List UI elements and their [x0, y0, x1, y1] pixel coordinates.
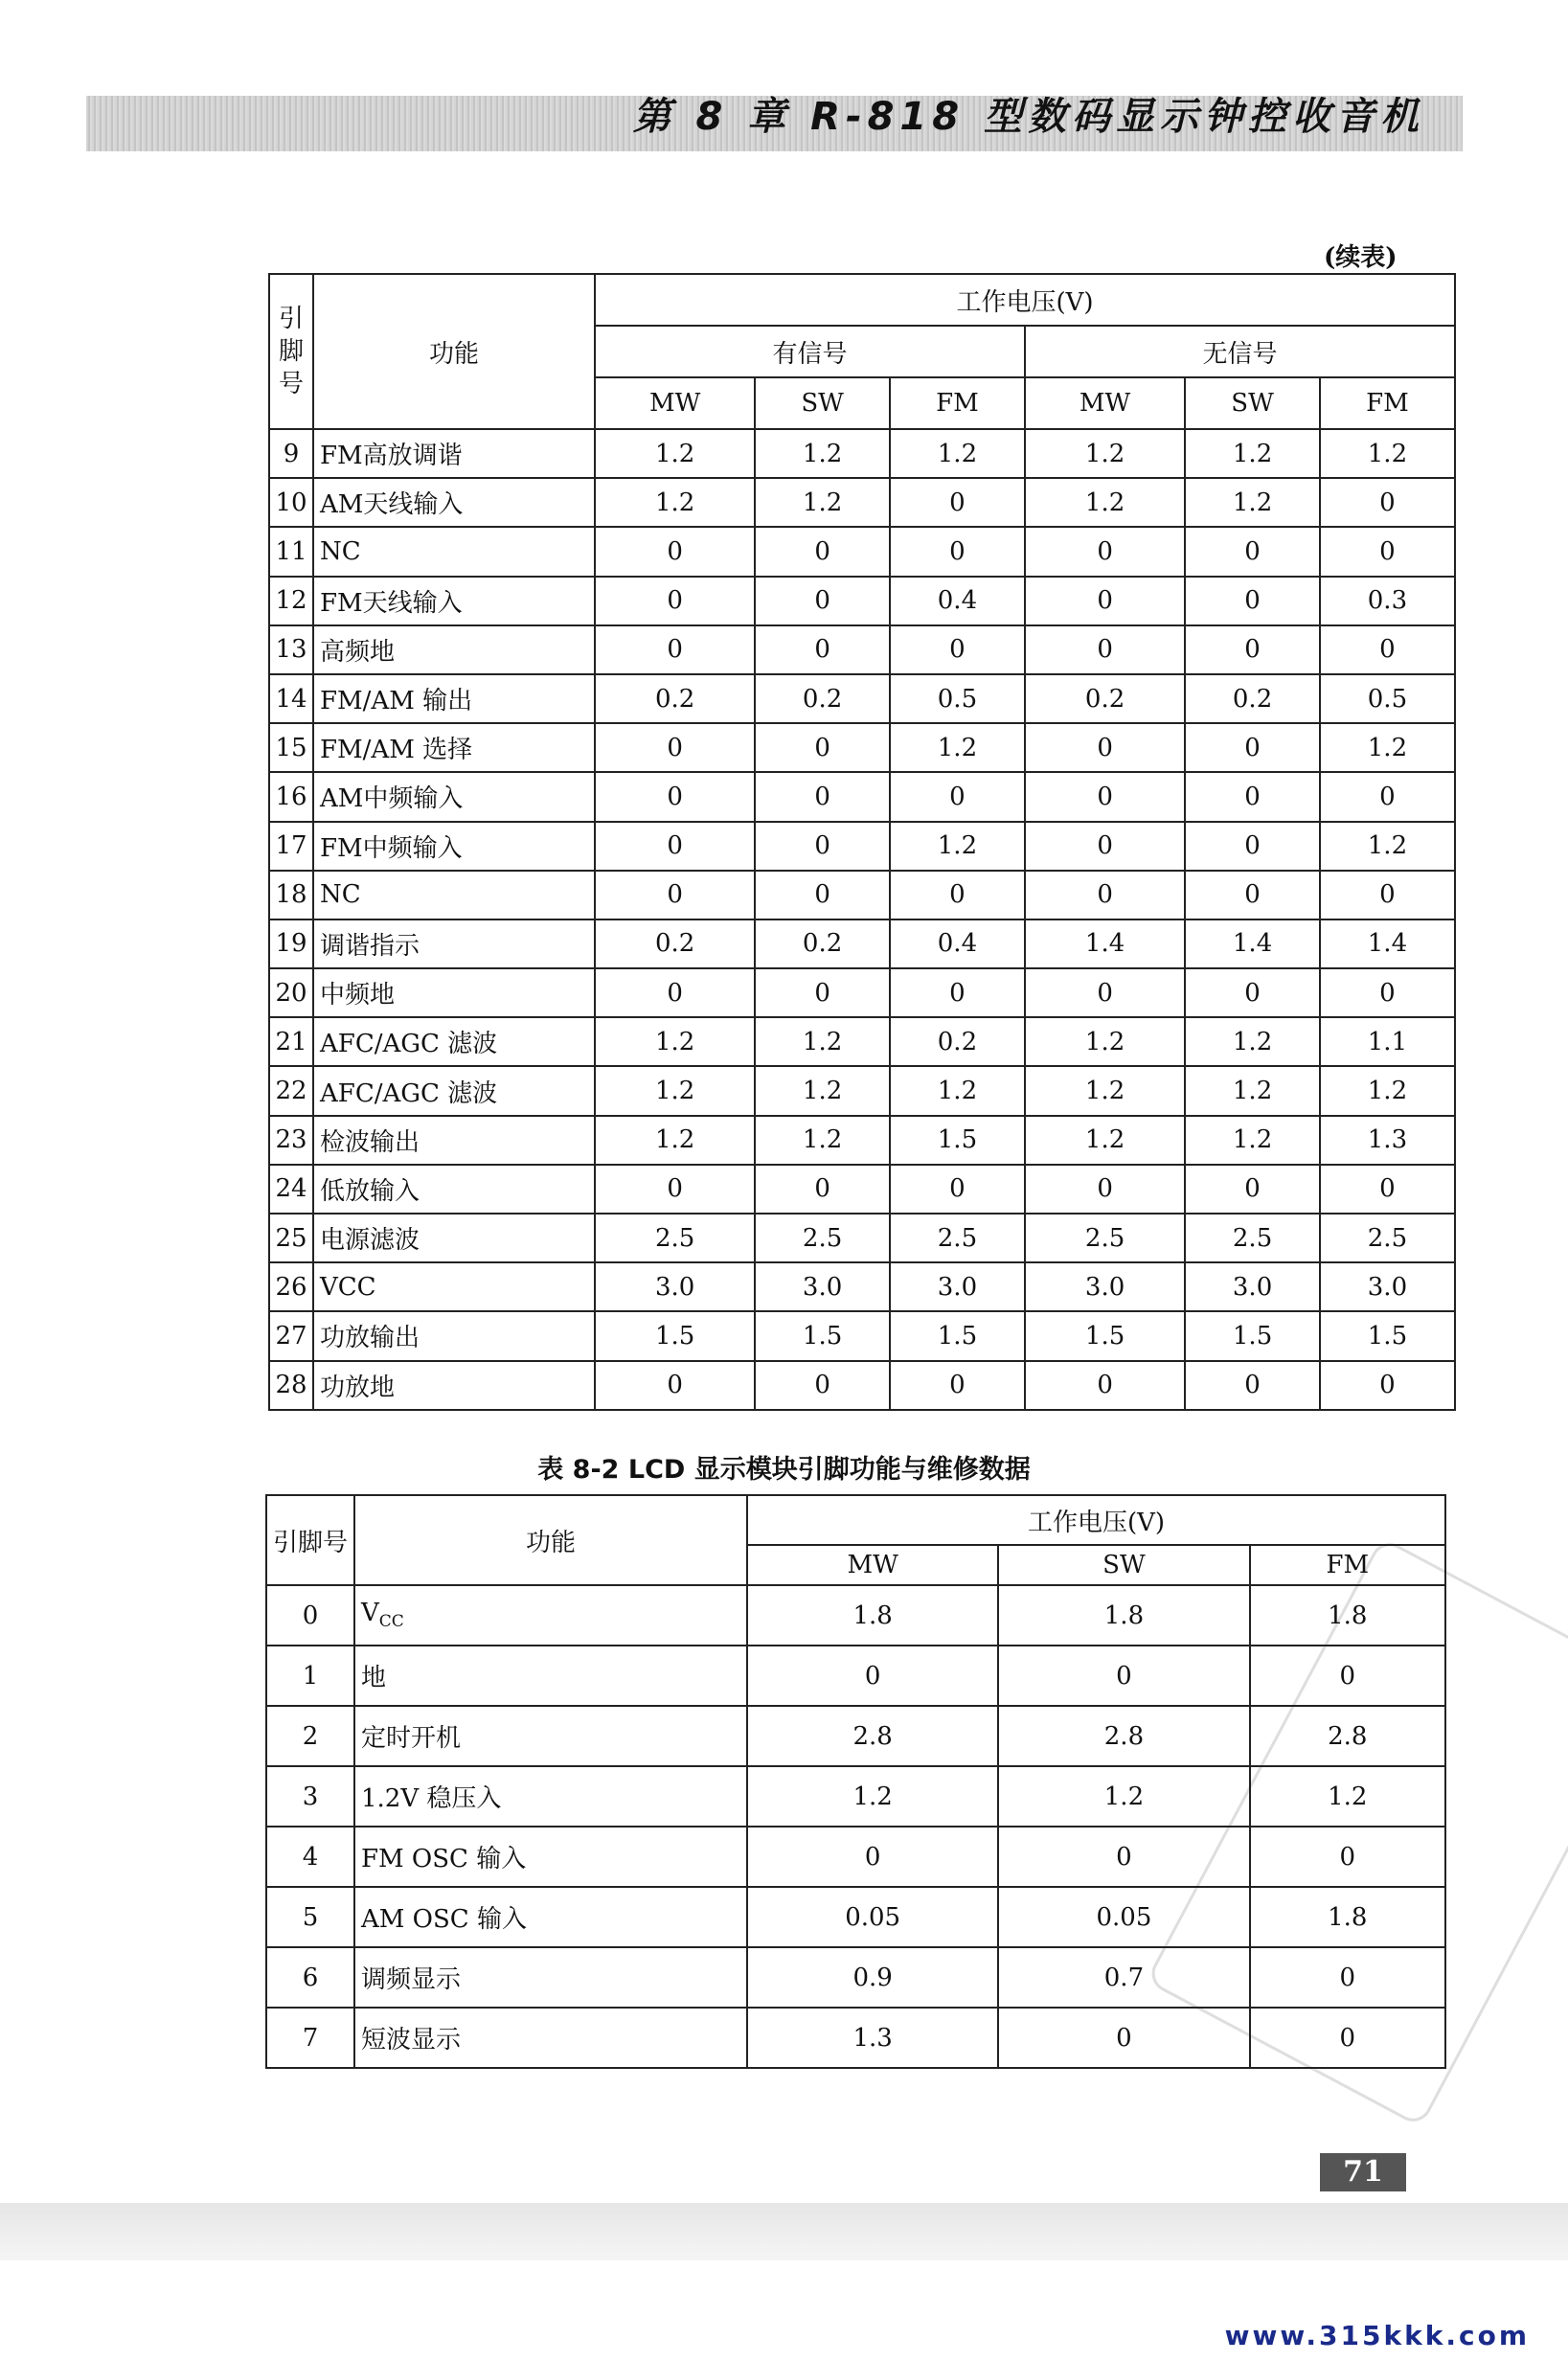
pin-cell: 6: [266, 1947, 354, 2008]
voltage-cell: 1.4: [1185, 919, 1320, 968]
voltage-cell: 3.0: [890, 1262, 1025, 1311]
voltage-cell: 0: [755, 772, 890, 821]
voltage-cell: 0: [890, 1361, 1025, 1410]
voltage-cell: 0: [890, 625, 1025, 674]
voltage-cell: 1.2: [1025, 429, 1185, 478]
function-cell: FM中频输入: [313, 822, 595, 871]
function-cell: 中频地: [313, 968, 595, 1017]
band-header: FM: [890, 377, 1025, 429]
function-cell: 高频地: [313, 625, 595, 674]
voltage-cell: 1.2: [890, 1066, 1025, 1115]
function-text: FM OSC 输入: [361, 1845, 527, 1873]
table-row: [269, 772, 1455, 821]
voltage-cell: 0: [747, 1827, 998, 1887]
voltage-header: 工作电压(V): [595, 274, 1455, 326]
function-cell: AM天线输入: [313, 478, 595, 527]
voltage-cell: 1.2: [1185, 429, 1320, 478]
pin-cell: 4: [266, 1827, 354, 1887]
continued-label: (续表): [1324, 243, 1398, 272]
voltage-cell: 0: [755, 527, 890, 576]
voltage-cell: 0: [998, 2008, 1249, 2068]
voltage-cell: 0.2: [1185, 674, 1320, 723]
voltage-cell: 0: [890, 968, 1025, 1017]
voltage-cell: 0: [890, 1165, 1025, 1214]
footer-band: [0, 2203, 1568, 2260]
voltage-cell: 0: [1025, 527, 1185, 576]
voltage-cell: 0: [1185, 772, 1320, 821]
voltage-cell: 1.2: [1025, 478, 1185, 527]
pin-cell: 22: [269, 1066, 313, 1115]
pin-cell: 15: [269, 723, 313, 772]
table-row: [269, 527, 1455, 576]
voltage-cell: 0: [1185, 822, 1320, 871]
voltage-cell: 0.7: [998, 1947, 1249, 2008]
voltage-cell: 2.8: [1250, 1706, 1445, 1766]
site-watermark: www.315kkk.com: [1224, 2320, 1530, 2351]
function-cell: 检波输出: [313, 1116, 595, 1165]
voltage-cell: 0: [595, 625, 755, 674]
voltage-cell: 0: [595, 1361, 755, 1410]
voltage-cell: 1.2: [755, 1066, 890, 1115]
function-cell: FM天线输入: [313, 577, 595, 625]
voltage-cell: 2.8: [998, 1706, 1249, 1766]
table-row: [266, 1706, 1445, 1766]
table-row: [269, 478, 1455, 527]
table-row: [269, 968, 1455, 1017]
voltage-cell: 0: [1025, 577, 1185, 625]
function-cell: AFC/AGC 滤波: [313, 1017, 595, 1066]
voltage-cell: 1.2: [1185, 478, 1320, 527]
pin-cell: 26: [269, 1262, 313, 1311]
voltage-cell: 1.2: [1185, 1017, 1320, 1066]
function-cell: 低放输入: [313, 1165, 595, 1214]
voltage-cell: 1.2: [1025, 1066, 1185, 1115]
table-row: [269, 1066, 1455, 1115]
voltage-cell: 1.8: [998, 1585, 1249, 1646]
voltage-cell: 0.5: [890, 674, 1025, 723]
voltage-cell: 1.2: [595, 1116, 755, 1165]
voltage-cell: 3.0: [1025, 1262, 1185, 1311]
table-row: [269, 1214, 1455, 1262]
voltage-cell: 2.8: [747, 1706, 998, 1766]
voltage-cell: 0: [1320, 527, 1455, 576]
voltage-cell: 0: [890, 772, 1025, 821]
voltage-cell: 0.2: [595, 674, 755, 723]
pin-cell: 21: [269, 1017, 313, 1066]
voltage-cell: 0: [1185, 723, 1320, 772]
voltage-cell: 0: [1320, 625, 1455, 674]
pin-cell: 12: [269, 577, 313, 625]
voltage-cell: 0: [595, 527, 755, 576]
function-text: 定时开机: [361, 1724, 462, 1753]
voltage-cell: 2.5: [755, 1214, 890, 1262]
voltage-cell: 0: [747, 1646, 998, 1706]
voltage-cell: 1.2: [1320, 723, 1455, 772]
function-text: 地: [361, 1664, 387, 1692]
function-text: 短波显示: [361, 2026, 462, 2055]
table-row: [269, 871, 1455, 919]
pin-cell: 11: [269, 527, 313, 576]
band-header: FM: [1320, 377, 1455, 429]
chapter-title: 第 8 章 R-818 型数码显示钟控收音机: [632, 95, 1424, 139]
table-row: [269, 1262, 1455, 1311]
voltage-cell: 0.4: [890, 577, 1025, 625]
pin-cell: 1: [266, 1646, 354, 1706]
voltage-cell: 0: [1025, 723, 1185, 772]
function-cell: [354, 1766, 747, 1827]
pin-cell: 16: [269, 772, 313, 821]
voltage-cell: 1.2: [595, 429, 755, 478]
voltage-cell: 1.3: [1320, 1116, 1455, 1165]
band-header: MW: [747, 1545, 998, 1585]
voltage-cell: 0.05: [747, 1887, 998, 1947]
pin-header: [269, 274, 313, 429]
voltage-cell: 2.5: [1320, 1214, 1455, 1262]
voltage-cell: 0.4: [890, 919, 1025, 968]
voltage-cell: 1.5: [890, 1311, 1025, 1360]
voltage-cell: 0.2: [890, 1017, 1025, 1066]
voltage-cell: 0: [755, 577, 890, 625]
table-row: [266, 1947, 1445, 2008]
voltage-cell: 1.2: [1185, 1116, 1320, 1165]
pin-cell: 19: [269, 919, 313, 968]
pin-cell: 27: [269, 1311, 313, 1360]
voltage-cell: 1.2: [890, 429, 1025, 478]
pin-cell: 20: [269, 968, 313, 1017]
voltage-cell: 1.2: [1025, 1017, 1185, 1066]
voltage-cell: 0: [890, 527, 1025, 576]
function-cell: [354, 2008, 747, 2068]
voltage-cell: 3.0: [1320, 1262, 1455, 1311]
pin-cell: 28: [269, 1361, 313, 1410]
voltage-cell: 0: [1025, 822, 1185, 871]
band-header: FM: [1250, 1545, 1445, 1585]
voltage-cell: 1.5: [1320, 1311, 1455, 1360]
voltage-cell: 0: [1025, 772, 1185, 821]
voltage-cell: 0: [595, 577, 755, 625]
band-header: MW: [595, 377, 755, 429]
voltage-cell: 0: [1185, 625, 1320, 674]
voltage-cell: 0: [755, 625, 890, 674]
voltage-cell: 1.2: [755, 478, 890, 527]
pin-cell: 18: [269, 871, 313, 919]
voltage-cell: 1.2: [755, 1017, 890, 1066]
pin-cell: 2: [266, 1706, 354, 1766]
voltage-cell: 0: [1025, 1165, 1185, 1214]
voltage-cell: 0: [1250, 1827, 1445, 1887]
function-cell: NC: [313, 527, 595, 576]
voltage-cell: 0: [1320, 1165, 1455, 1214]
pin-cell: 23: [269, 1116, 313, 1165]
voltage-cell: 0.3: [1320, 577, 1455, 625]
voltage-cell: 2.5: [1025, 1214, 1185, 1262]
function-text: AM OSC 输入: [361, 1905, 527, 1934]
pin-cell: 13: [269, 625, 313, 674]
pin-cell: 24: [269, 1165, 313, 1214]
voltage-cell: 1.2: [595, 1017, 755, 1066]
voltage-cell: 0: [755, 1361, 890, 1410]
voltage-cell: 0: [755, 968, 890, 1017]
table-row: [269, 919, 1455, 968]
voltage-cell: 0: [1025, 625, 1185, 674]
function-cell: 电源滤波: [313, 1214, 595, 1262]
function-cell: NC: [313, 871, 595, 919]
table-row: [269, 723, 1455, 772]
voltage-cell: 0: [755, 723, 890, 772]
function-cell: [354, 1947, 747, 2008]
voltage-cell: 1.3: [747, 2008, 998, 2068]
table-row: [266, 1646, 1445, 1706]
voltage-cell: 0: [1250, 1646, 1445, 1706]
voltage-cell: 1.2: [747, 1766, 998, 1827]
voltage-cell: 0: [1185, 1361, 1320, 1410]
table2-caption: 表 8-2 LCD 显示模块引脚功能与维修数据: [537, 1455, 1031, 1485]
voltage-cell: 1.5: [595, 1311, 755, 1360]
pin-header-label: 引 脚 号: [278, 305, 304, 398]
function-cell: [354, 1585, 747, 1646]
voltage-cell: 1.2: [595, 478, 755, 527]
table-row: [269, 1017, 1455, 1066]
voltage-cell: 0: [1320, 772, 1455, 821]
function-text: V: [361, 1599, 379, 1628]
voltage-cell: 0: [595, 968, 755, 1017]
voltage-cell: 0: [1250, 1947, 1445, 2008]
function-cell: 功放地: [313, 1361, 595, 1410]
function-cell: 功放输出: [313, 1311, 595, 1360]
pin-cell: 7: [266, 2008, 354, 2068]
function-cell: AFC/AGC 滤波: [313, 1066, 595, 1115]
voltage-cell: 0: [1185, 871, 1320, 919]
voltage-cell: 1.2: [755, 1116, 890, 1165]
table-row: [269, 822, 1455, 871]
voltage-cell: 0: [595, 871, 755, 919]
table-row: [269, 625, 1455, 674]
function-subscript: CC: [378, 1612, 404, 1632]
voltage-cell: 2.5: [890, 1214, 1025, 1262]
table-row: [269, 1165, 1455, 1214]
pin-cell: 17: [269, 822, 313, 871]
voltage-cell: 0: [595, 723, 755, 772]
voltage-cell: 0.2: [1025, 674, 1185, 723]
function-text: 1.2V 稳压入: [361, 1784, 502, 1813]
voltage-cell: 3.0: [595, 1262, 755, 1311]
table-row: [269, 674, 1455, 723]
voltage-cell: 3.0: [1185, 1262, 1320, 1311]
voltage-cell: 0.9: [747, 1947, 998, 2008]
voltage-cell: 1.5: [755, 1311, 890, 1360]
voltage-header: 工作电压(V): [747, 1495, 1445, 1545]
with-signal-header: 有信号: [595, 326, 1025, 377]
voltage-cell: 0: [1250, 2008, 1445, 2068]
voltage-cell: 1.2: [1320, 822, 1455, 871]
table-row: [266, 1887, 1445, 1947]
voltage-cell: 1.5: [1185, 1311, 1320, 1360]
voltage-cell: 0: [1185, 527, 1320, 576]
voltage-cell: 0: [1185, 1165, 1320, 1214]
function-cell: [354, 1827, 747, 1887]
voltage-cell: 0: [755, 871, 890, 919]
table-row: [269, 1116, 1455, 1165]
voltage-cell: 0: [1025, 871, 1185, 919]
function-cell: [354, 1706, 747, 1766]
function-cell: FM高放调谐: [313, 429, 595, 478]
voltage-cell: 0: [595, 822, 755, 871]
voltage-cell: 0: [1320, 968, 1455, 1017]
function-cell: AM中频输入: [313, 772, 595, 821]
function-cell: VCC: [313, 1262, 595, 1311]
pin-cell: 5: [266, 1887, 354, 1947]
table-row: [269, 429, 1455, 478]
voltage-cell: 1.2: [1250, 1766, 1445, 1827]
pin-voltage-table-continued: [268, 273, 1456, 1411]
voltage-cell: 0: [595, 1165, 755, 1214]
voltage-cell: 3.0: [755, 1262, 890, 1311]
voltage-cell: 1.8: [747, 1585, 998, 1646]
voltage-cell: 1.4: [1320, 919, 1455, 968]
pin-cell: 25: [269, 1214, 313, 1262]
voltage-cell: 0: [1025, 968, 1185, 1017]
voltage-cell: 1.8: [1250, 1585, 1445, 1646]
voltage-cell: 2.5: [1185, 1214, 1320, 1262]
voltage-cell: 0: [998, 1827, 1249, 1887]
function-cell: FM/AM 选择: [313, 723, 595, 772]
voltage-cell: 0: [1320, 1361, 1455, 1410]
band-header: SW: [755, 377, 890, 429]
voltage-cell: 0.5: [1320, 674, 1455, 723]
voltage-cell: 0: [1320, 478, 1455, 527]
voltage-cell: 1.8: [1250, 1887, 1445, 1947]
function-cell: [354, 1646, 747, 1706]
voltage-cell: 1.2: [890, 723, 1025, 772]
pin-header: 引脚号: [266, 1495, 354, 1585]
voltage-cell: 0: [1025, 1361, 1185, 1410]
voltage-cell: 0: [755, 822, 890, 871]
voltage-cell: 1.2: [755, 429, 890, 478]
band-header: SW: [1185, 377, 1320, 429]
table-row: [269, 1361, 1455, 1410]
function-text: 调频显示: [361, 1965, 462, 1994]
voltage-cell: 0.2: [755, 919, 890, 968]
voltage-cell: 1.2: [1320, 429, 1455, 478]
voltage-cell: 0: [1185, 968, 1320, 1017]
function-header: 功能: [313, 274, 595, 429]
function-cell: [354, 1887, 747, 1947]
page-number: 71: [1320, 2153, 1406, 2191]
voltage-cell: 1.2: [998, 1766, 1249, 1827]
band-header: MW: [1025, 377, 1185, 429]
voltage-cell: 0.2: [595, 919, 755, 968]
no-signal-header: 无信号: [1025, 326, 1455, 377]
voltage-cell: 0: [755, 1165, 890, 1214]
table-row: [269, 1311, 1455, 1360]
voltage-cell: 2.5: [595, 1214, 755, 1262]
voltage-cell: 0.2: [755, 674, 890, 723]
voltage-cell: 0: [595, 772, 755, 821]
lcd-pin-table: [265, 1494, 1446, 2069]
band-header: SW: [998, 1545, 1249, 1585]
table-row: [269, 577, 1455, 625]
voltage-cell: 1.5: [1025, 1311, 1185, 1360]
voltage-cell: 1.2: [1185, 1066, 1320, 1115]
voltage-cell: 1.4: [1025, 919, 1185, 968]
voltage-cell: 0: [890, 478, 1025, 527]
voltage-cell: 1.2: [1025, 1116, 1185, 1165]
pin-cell: 9: [269, 429, 313, 478]
table-row: [266, 1827, 1445, 1887]
voltage-cell: 0: [1185, 577, 1320, 625]
pin-cell: 14: [269, 674, 313, 723]
pin-cell: 10: [269, 478, 313, 527]
voltage-cell: 0: [890, 871, 1025, 919]
function-cell: 调谐指示: [313, 919, 595, 968]
voltage-cell: 1.5: [890, 1116, 1025, 1165]
voltage-cell: 1.2: [890, 822, 1025, 871]
voltage-cell: 1.2: [1320, 1066, 1455, 1115]
voltage-cell: 0: [998, 1646, 1249, 1706]
pin-cell: 3: [266, 1766, 354, 1827]
table-row: [266, 2008, 1445, 2068]
voltage-cell: 0: [1320, 871, 1455, 919]
table-row: [266, 1766, 1445, 1827]
function-header: 功能: [354, 1495, 747, 1585]
pin-cell: 0: [266, 1585, 354, 1646]
function-cell: FM/AM 输出: [313, 674, 595, 723]
voltage-cell: 1.2: [595, 1066, 755, 1115]
voltage-cell: 0.05: [998, 1887, 1249, 1947]
voltage-cell: 1.1: [1320, 1017, 1455, 1066]
table-row: [266, 1585, 1445, 1646]
